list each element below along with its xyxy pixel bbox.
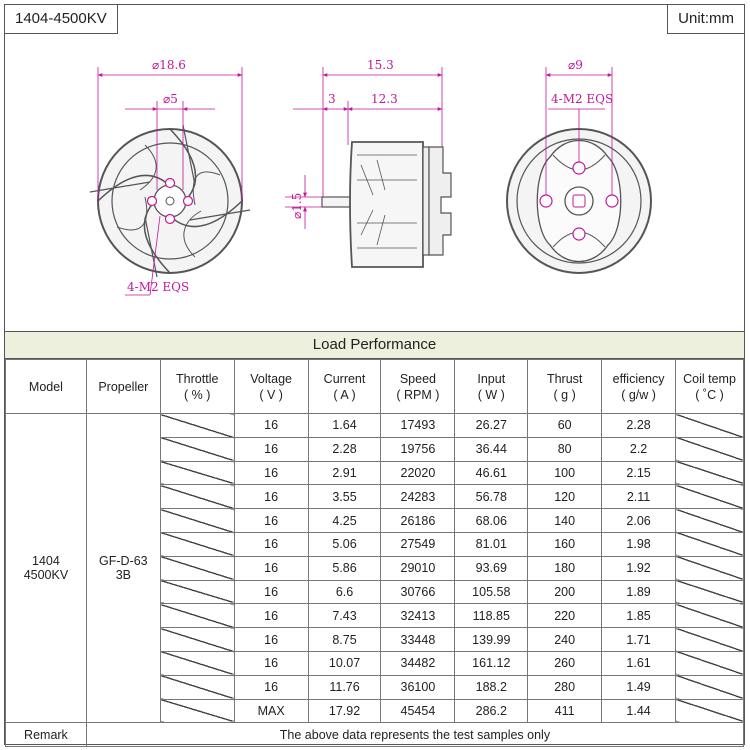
coil-temp-empty-cell bbox=[676, 651, 744, 675]
speed-cell: 24283 bbox=[381, 485, 455, 509]
input-cell: 81.01 bbox=[455, 532, 528, 556]
speed-cell: 30766 bbox=[381, 580, 455, 604]
column-header: Speed ( RPM ) bbox=[381, 360, 455, 414]
remark-label: Remark bbox=[6, 723, 87, 747]
spec-sheet bbox=[4, 4, 745, 745]
speed-cell: 17493 bbox=[381, 414, 455, 438]
throttle-empty-cell bbox=[160, 414, 234, 438]
current-cell: 17.92 bbox=[308, 699, 381, 723]
thrust-cell: 260 bbox=[528, 651, 602, 675]
coil-temp-empty-cell bbox=[676, 699, 744, 723]
current-cell: 2.28 bbox=[308, 437, 381, 461]
speed-cell: 33448 bbox=[381, 628, 455, 652]
coil-temp-empty-cell bbox=[676, 509, 744, 533]
efficiency-cell: 1.89 bbox=[602, 580, 676, 604]
thrust-cell: 280 bbox=[528, 675, 602, 699]
side-total-length-label: 15.3 bbox=[367, 58, 394, 72]
thrust-cell: 60 bbox=[528, 414, 602, 438]
throttle-empty-cell bbox=[160, 651, 234, 675]
current-cell: 6.6 bbox=[308, 580, 381, 604]
coil-temp-empty-cell bbox=[676, 461, 744, 485]
voltage-cell: 16 bbox=[234, 675, 308, 699]
current-cell: 8.75 bbox=[308, 628, 381, 652]
load-performance-table bbox=[5, 359, 744, 747]
voltage-cell: 16 bbox=[234, 580, 308, 604]
remark-row bbox=[6, 723, 744, 747]
thrust-cell: 80 bbox=[528, 437, 602, 461]
unit-label: Unit:mm bbox=[667, 5, 744, 34]
column-header: Input ( W ) bbox=[455, 360, 528, 414]
side-body-length-label: 12.3 bbox=[371, 92, 398, 106]
input-cell: 46.61 bbox=[455, 461, 528, 485]
thrust-cell: 140 bbox=[528, 509, 602, 533]
side-shaft-diameter-label: ⌀1.5 bbox=[290, 192, 304, 219]
current-cell: 5.06 bbox=[308, 532, 381, 556]
current-cell: 10.07 bbox=[308, 651, 381, 675]
front-mount-holes-label: 4-M2 EQS bbox=[127, 280, 190, 294]
efficiency-cell: 1.71 bbox=[602, 628, 676, 652]
side-shaft-length-label: 3 bbox=[328, 92, 336, 106]
input-cell: 161.12 bbox=[455, 651, 528, 675]
current-cell: 11.76 bbox=[308, 675, 381, 699]
voltage-cell: 16 bbox=[234, 532, 308, 556]
input-cell: 68.06 bbox=[455, 509, 528, 533]
efficiency-cell: 2.11 bbox=[602, 485, 676, 509]
efficiency-cell: 2.2 bbox=[602, 437, 676, 461]
column-header: Thrust ( g ) bbox=[528, 360, 602, 414]
column-header: Coil temp ( ˚C ) bbox=[676, 360, 744, 414]
speed-cell: 29010 bbox=[381, 556, 455, 580]
efficiency-cell: 1.49 bbox=[602, 675, 676, 699]
current-cell: 4.25 bbox=[308, 509, 381, 533]
motor-drawing bbox=[5, 5, 744, 331]
speed-cell: 45454 bbox=[381, 699, 455, 723]
efficiency-cell: 2.28 bbox=[602, 414, 676, 438]
thrust-cell: 411 bbox=[528, 699, 602, 723]
thrust-cell: 200 bbox=[528, 580, 602, 604]
column-header: Propeller bbox=[86, 360, 160, 414]
voltage-cell: 16 bbox=[234, 437, 308, 461]
remark-text: The above data represents the test samples only bbox=[86, 723, 743, 747]
efficiency-cell: 1.44 bbox=[602, 699, 676, 723]
throttle-empty-cell bbox=[160, 604, 234, 628]
thrust-cell: 180 bbox=[528, 556, 602, 580]
voltage-cell: 16 bbox=[234, 509, 308, 533]
input-cell: 93.69 bbox=[455, 556, 528, 580]
thrust-cell: 220 bbox=[528, 604, 602, 628]
throttle-empty-cell bbox=[160, 556, 234, 580]
voltage-cell: MAX bbox=[234, 699, 308, 723]
table-row bbox=[6, 414, 744, 438]
speed-cell: 36100 bbox=[381, 675, 455, 699]
propeller-cell: GF-D-63 3B bbox=[86, 414, 160, 723]
thrust-cell: 100 bbox=[528, 461, 602, 485]
voltage-cell: 16 bbox=[234, 556, 308, 580]
column-header: Voltage ( V ) bbox=[234, 360, 308, 414]
throttle-empty-cell bbox=[160, 580, 234, 604]
speed-cell: 19756 bbox=[381, 437, 455, 461]
current-cell: 5.86 bbox=[308, 556, 381, 580]
voltage-cell: 16 bbox=[234, 485, 308, 509]
load-performance-title: Load Performance bbox=[5, 331, 744, 359]
efficiency-cell: 1.61 bbox=[602, 651, 676, 675]
side-view bbox=[322, 142, 451, 267]
input-cell: 286.2 bbox=[455, 699, 528, 723]
efficiency-cell: 1.85 bbox=[602, 604, 676, 628]
current-cell: 1.64 bbox=[308, 414, 381, 438]
front-outer-diameter-label: ⌀18.6 bbox=[152, 58, 186, 72]
throttle-empty-cell bbox=[160, 675, 234, 699]
throttle-empty-cell bbox=[160, 628, 234, 652]
input-cell: 36.44 bbox=[455, 437, 528, 461]
input-cell: 118.85 bbox=[455, 604, 528, 628]
thrust-cell: 240 bbox=[528, 628, 602, 652]
front-inner-diameter-label: ⌀5 bbox=[163, 92, 178, 106]
voltage-cell: 16 bbox=[234, 628, 308, 652]
rear-mount-holes-label: 4-M2 EQS bbox=[551, 92, 614, 106]
voltage-cell: 16 bbox=[234, 604, 308, 628]
throttle-empty-cell bbox=[160, 699, 234, 723]
voltage-cell: 16 bbox=[234, 651, 308, 675]
current-cell: 3.55 bbox=[308, 485, 381, 509]
coil-temp-empty-cell bbox=[676, 414, 744, 438]
column-header: Throttle ( % ) bbox=[160, 360, 234, 414]
current-cell: 7.43 bbox=[308, 604, 381, 628]
coil-temp-empty-cell bbox=[676, 580, 744, 604]
model-cell: 1404 4500KV bbox=[6, 414, 87, 723]
throttle-empty-cell bbox=[160, 437, 234, 461]
thrust-cell: 160 bbox=[528, 532, 602, 556]
coil-temp-empty-cell bbox=[676, 485, 744, 509]
input-cell: 105.58 bbox=[455, 580, 528, 604]
speed-cell: 22020 bbox=[381, 461, 455, 485]
coil-temp-empty-cell bbox=[676, 532, 744, 556]
input-cell: 56.78 bbox=[455, 485, 528, 509]
speed-cell: 27549 bbox=[381, 532, 455, 556]
throttle-empty-cell bbox=[160, 532, 234, 556]
throttle-empty-cell bbox=[160, 485, 234, 509]
speed-cell: 26186 bbox=[381, 509, 455, 533]
input-cell: 139.99 bbox=[455, 628, 528, 652]
input-cell: 188.2 bbox=[455, 675, 528, 699]
column-header: efficiency ( g/w ) bbox=[602, 360, 676, 414]
speed-cell: 32413 bbox=[381, 604, 455, 628]
header-row bbox=[6, 360, 744, 414]
efficiency-cell: 2.06 bbox=[602, 509, 676, 533]
column-header: Current ( A ) bbox=[308, 360, 381, 414]
efficiency-cell: 2.15 bbox=[602, 461, 676, 485]
column-header: Model bbox=[6, 360, 87, 414]
rear-bolt-circle-label: ⌀9 bbox=[568, 58, 583, 72]
throttle-empty-cell bbox=[160, 509, 234, 533]
current-cell: 2.91 bbox=[308, 461, 381, 485]
coil-temp-empty-cell bbox=[676, 675, 744, 699]
speed-cell: 34482 bbox=[381, 651, 455, 675]
model-title: 1404-4500KV bbox=[5, 5, 118, 34]
coil-temp-empty-cell bbox=[676, 604, 744, 628]
coil-temp-empty-cell bbox=[676, 437, 744, 461]
input-cell: 26.27 bbox=[455, 414, 528, 438]
thrust-cell: 120 bbox=[528, 485, 602, 509]
efficiency-cell: 1.92 bbox=[602, 556, 676, 580]
front-view bbox=[90, 125, 250, 277]
throttle-empty-cell bbox=[160, 461, 234, 485]
voltage-cell: 16 bbox=[234, 414, 308, 438]
coil-temp-empty-cell bbox=[676, 628, 744, 652]
voltage-cell: 16 bbox=[234, 461, 308, 485]
coil-temp-empty-cell bbox=[676, 556, 744, 580]
efficiency-cell: 1.98 bbox=[602, 532, 676, 556]
